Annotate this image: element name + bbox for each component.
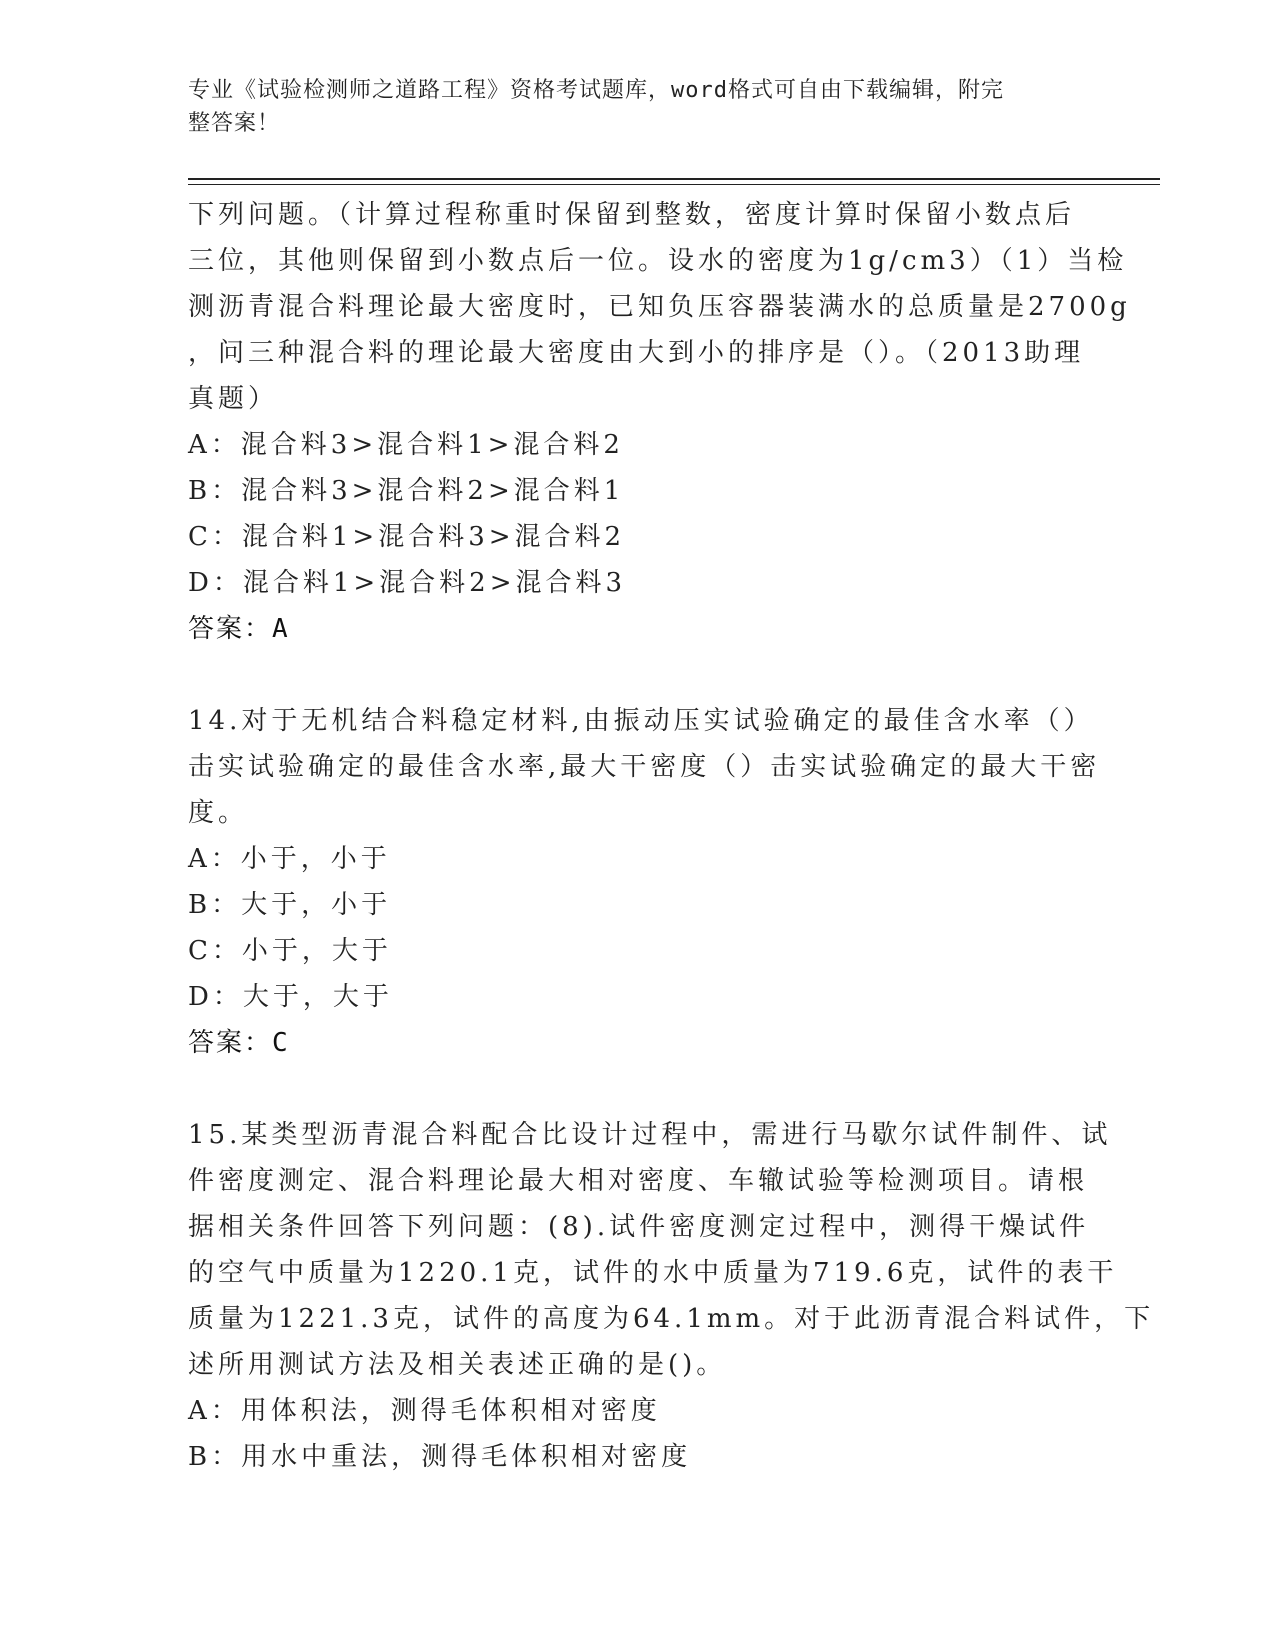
option-a: A：混合料3>混合料1>混合料2 — [188, 430, 624, 460]
question-content — [188, 192, 1155, 1480]
question-text-line: 15.某类型沥青混合料配合比设计过程中，需进行马歇尔试件制件、试 — [188, 1120, 1112, 1150]
question-text-line: ，问三种混合料的理论最大密度由大到小的排序是（）。（2013助理 — [188, 338, 1085, 368]
option-c: C：混合料1>混合料3>混合料2 — [188, 522, 626, 552]
option-b: B：用水中重法，测得毛体积相对密度 — [188, 1442, 692, 1472]
question-text-line: 件密度测定、混合料理论最大相对密度、车辙试验等检测项目。请根 — [188, 1166, 1089, 1196]
header-divider-thin — [188, 184, 1160, 185]
question-text-line: 质量为1221.3克，试件的高度为64.1mm。对于此沥青混合料试件，下 — [188, 1304, 1155, 1334]
spacer — [188, 1066, 1088, 1112]
option-a: A：用体积法，测得毛体积相对密度 — [188, 1396, 661, 1426]
question-text-line: 度。 — [188, 798, 249, 828]
question-text-line: 14.对于无机结合料稳定材料,由振动压实试验确定的最佳含水率（） — [188, 706, 1094, 736]
question-text-line: 真题） — [188, 384, 279, 414]
question-text-line: 测沥青混合料理论最大密度时，已知负压容器装满水的总质量是2700g — [188, 292, 1131, 322]
question-13 — [188, 192, 1131, 652]
question-14 — [188, 698, 1101, 1066]
question-text-line: 述所用测试方法及相关表述正确的是()。 — [188, 1350, 727, 1380]
answer-label: 答案：A — [188, 614, 290, 644]
question-text-line: 据相关条件回答下列问题：(8).试件密度测定过程中，测得干燥试件 — [188, 1212, 1090, 1242]
option-a: A：小于，小于 — [188, 844, 391, 874]
option-d: D：混合料1>混合料2>混合料3 — [188, 568, 627, 598]
question-text-line: 击实试验确定的最佳含水率,最大干密度（）击实试验确定的最大干密 — [188, 752, 1101, 782]
header-line-1: 专业《试验检测师之道路工程》资格考试题库，word格式可自由下载编辑，附完 — [188, 78, 1004, 103]
header-divider-thick — [188, 178, 1160, 180]
option-b: B：大于，小于 — [188, 890, 392, 920]
question-text-line: 三位，其他则保留到小数点后一位。设水的密度为1g/cm3）（1）当检 — [188, 246, 1128, 276]
option-b: B：混合料3>混合料2>混合料1 — [188, 476, 625, 506]
question-text-line: 的空气中质量为1220.1克，试件的水中质量为719.6克，试件的表干 — [188, 1258, 1118, 1288]
option-c: C：小于，大于 — [188, 936, 392, 966]
question-15 — [188, 1112, 1155, 1480]
option-d: D：大于，大于 — [188, 982, 393, 1012]
spacer — [188, 652, 1088, 698]
document-header — [188, 74, 1068, 140]
answer-label: 答案：C — [188, 1028, 290, 1058]
question-text-line: 下列问题。（计算过程称重时保留到整数，密度计算时保留小数点后 — [188, 200, 1076, 230]
header-line-2: 整答案！ — [188, 111, 281, 136]
